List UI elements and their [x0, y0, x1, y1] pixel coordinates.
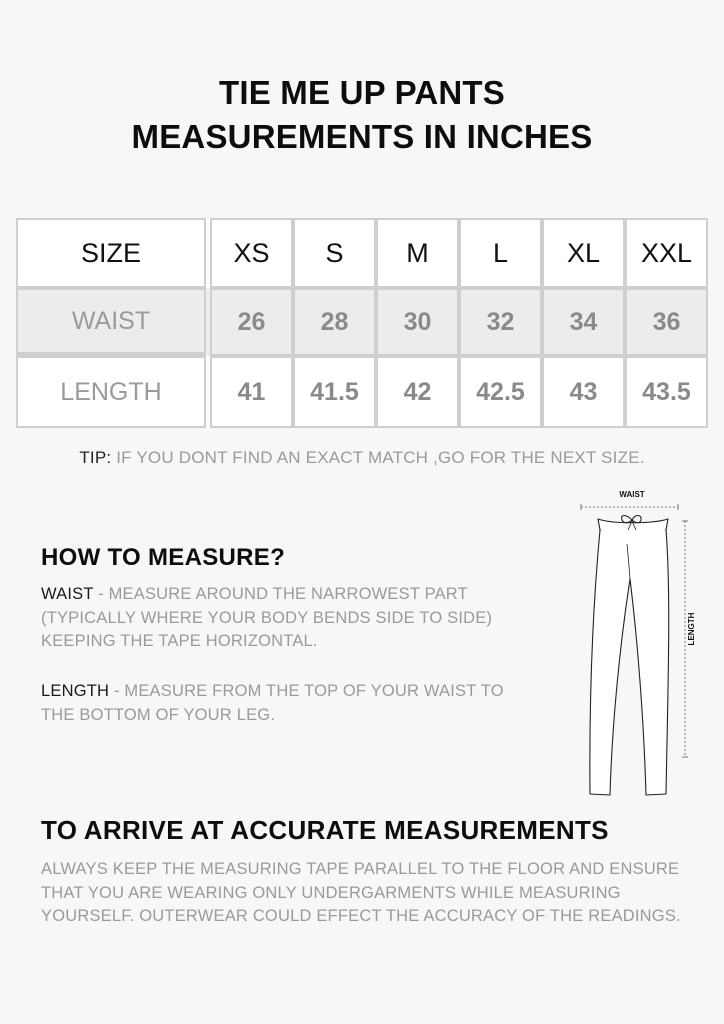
waist-label: WAIST [16, 288, 206, 356]
page-title: TIE ME UP PANTS [219, 74, 505, 111]
length-label: LENGTH [16, 356, 206, 428]
table-header-row [16, 218, 708, 288]
tip-text: IF YOU DONT FIND AN EXACT MATCH ,GO FOR THE NEXT SIZE. [111, 448, 645, 467]
length-key: LENGTH [41, 682, 110, 700]
waist-instruction [41, 583, 541, 654]
page-subtitle: MEASUREMENTS IN INCHES [131, 118, 593, 155]
length-value: 41 [210, 356, 293, 428]
how-to-measure-heading: HOW TO MEASURE? [41, 544, 286, 571]
waist-text: - MEASURE AROUND THE NARROWEST PART (TYPICALLY WHERE YOUR BODY BENDS SIDE TO SIDE) KEEPING THE TAPE HORIZONTAL. [41, 585, 493, 650]
waist-value: 32 [459, 288, 542, 356]
header-size-label: SIZE [16, 218, 206, 288]
tip-label: TIP: [79, 448, 112, 467]
header-size-xxl: XXL [625, 218, 708, 288]
pants-outline-icon [590, 516, 669, 796]
diagram-length-label: LENGTH [687, 612, 696, 646]
accurate-measurements-text: ALWAYS KEEP THE MEASURING TAPE PARALLEL TO THE FLOOR AND ENSURE THAT YOU ARE WEARING ONLY UNDERGARMENTS WHILE MEASURING YOURSELF. OUTERWEAR COULD EFFECT THE ACCURACY OF THE READINGS. [41, 860, 681, 925]
length-instruction [41, 680, 541, 727]
length-value: 42 [376, 356, 459, 428]
header-size-l: L [459, 218, 542, 288]
length-value: 43 [542, 356, 625, 428]
tip-note [0, 448, 724, 468]
length-value: 43.5 [625, 356, 708, 428]
table-row-length [16, 356, 708, 428]
accurate-measurements-heading: TO ARRIVE AT ACCURATE MEASUREMENTS [41, 815, 609, 845]
waist-key: WAIST [41, 585, 94, 603]
table-row-waist [16, 288, 708, 356]
pants-diagram [572, 484, 702, 814]
header-size-m: M [376, 218, 459, 288]
length-value: 42.5 [459, 356, 542, 428]
waist-value: 34 [542, 288, 625, 356]
length-text: - MEASURE FROM THE TOP OF YOUR WAIST TO THE BOTTOM OF YOUR LEG. [41, 682, 504, 724]
header-size-s: S [293, 218, 376, 288]
waist-value: 28 [293, 288, 376, 356]
waist-value: 26 [210, 288, 293, 356]
size-chart-table [16, 218, 708, 428]
length-value: 41.5 [293, 356, 376, 428]
waist-value: 30 [376, 288, 459, 356]
header-size-xs: XS [210, 218, 293, 288]
waist-value: 36 [625, 288, 708, 356]
diagram-waist-label: WAIST [619, 490, 645, 499]
header-size-xl: XL [542, 218, 625, 288]
